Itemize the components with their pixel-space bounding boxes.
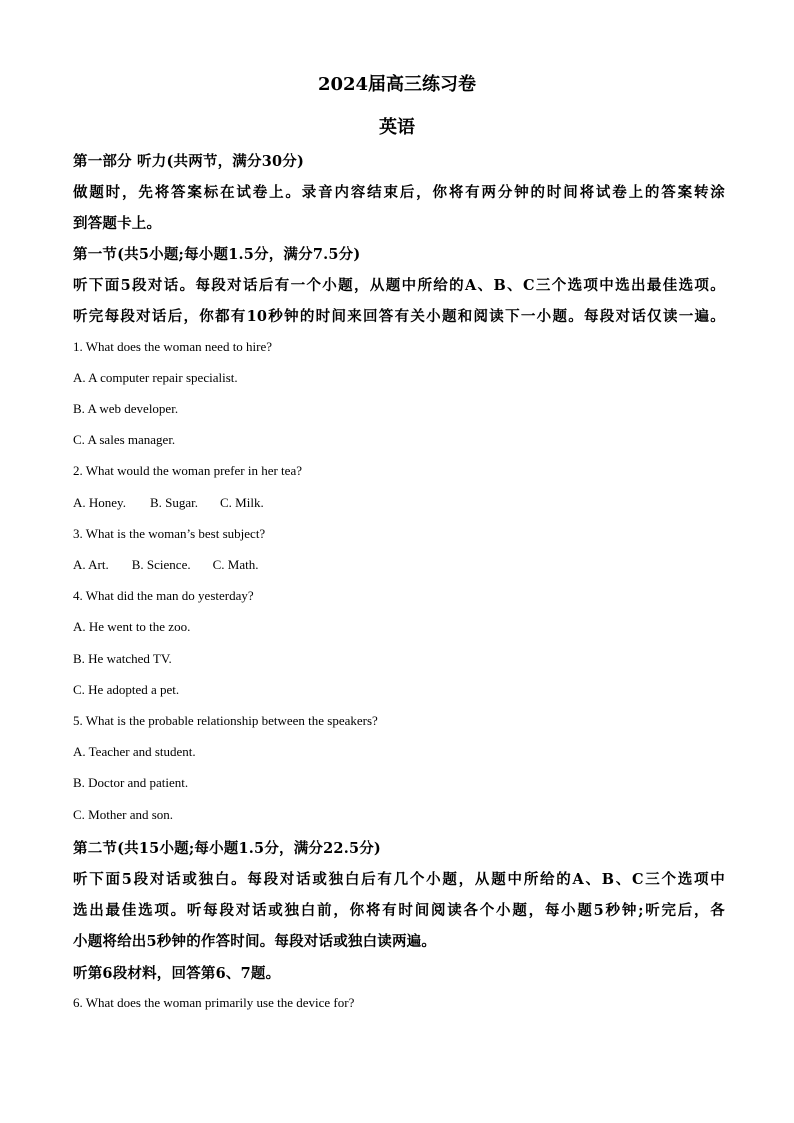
question-6: 6. What does the woman primarily use the device for? — [73, 995, 355, 1010]
question-1-option-b: B. A web developer. — [73, 401, 179, 416]
question-5-option-a: A. Teacher and student. — [73, 744, 196, 759]
question-3-option-b: B. Science. — [131, 557, 191, 572]
section2-instruction-line-2: 选出最佳选项。听每段对话或独白前，你将有时间阅读各个小题，每小题5秒钟;听完后，各 — [73, 902, 725, 919]
section2-instruction-line-3: 小题将给出5秒钟的作答时间。每段对话或独白读两遍。 — [73, 933, 437, 950]
question-1-option-a: A. A computer repair specialist. — [73, 370, 238, 385]
question-2-options — [73, 495, 725, 511]
subject-title: 英语 — [379, 117, 415, 138]
question-2-option-b: B. Sugar. — [149, 495, 198, 510]
instruction-line-1: 做题时，先将答案标在试卷上。录音内容结束后，你将有两分钟的时间将试卷上的答案转涂 — [73, 184, 725, 201]
question-4-option-a: A. He went to the zoo. — [73, 619, 191, 634]
part1-heading: 第一部分 听力(共两节，满分30分) — [73, 153, 305, 170]
question-4: 4. What did the man do yesterday? — [73, 588, 254, 603]
question-1: 1. What does the woman need to hire? — [73, 339, 273, 354]
question-5: 5. What is the probable relationship between the speakers? — [73, 713, 378, 728]
question-2: 2. What would the woman prefer in her tea? — [73, 463, 302, 478]
section1-instruction-line-2: 听完每段对话后，你都有10秒钟的时间来回答有关小题和阅读下一小题。每段对话仅读一遍。 — [73, 308, 725, 325]
question-3-option-c: C. Math. — [212, 557, 259, 572]
question-2-option-a: A. Honey. — [73, 495, 126, 510]
question-3-options — [73, 557, 725, 573]
section2-heading: 第二节(共15小题;每小题1.5分，满分22.5分) — [73, 840, 381, 857]
section1-heading: 第一节(共5小题;每小题1.5分，满分7.5分) — [73, 246, 361, 263]
section1-instruction-line-1: 听下面5段对话。每段对话后有一个小题，从题中所给的A、B、C三个选项中选出最佳选项。 — [73, 277, 725, 294]
question-2-option-c: C. Milk. — [220, 495, 264, 510]
material-6-heading: 听第6段材料，回答第6、7题。 — [73, 965, 281, 982]
question-3: 3. What is the woman’s best subject? — [73, 526, 266, 541]
question-5-option-c: C. Mother and son. — [73, 807, 174, 822]
question-4-option-b: B. He watched TV. — [73, 651, 172, 666]
question-1-option-c: C. A sales manager. — [73, 432, 176, 447]
section2-instruction-line-1: 听下面5段对话或独白。每段对话或独白后有几个小题，从题中所给的A、B、C三个选项中 — [73, 871, 725, 888]
question-3-option-a: A. Art. — [73, 557, 109, 572]
question-4-option-c: C. He adopted a pet. — [73, 682, 180, 697]
question-5-option-b: B. Doctor and patient. — [73, 775, 189, 790]
instruction-line-2: 到答题卡上。 — [73, 215, 162, 232]
exam-title: 2024届高三练习卷 — [317, 74, 477, 95]
